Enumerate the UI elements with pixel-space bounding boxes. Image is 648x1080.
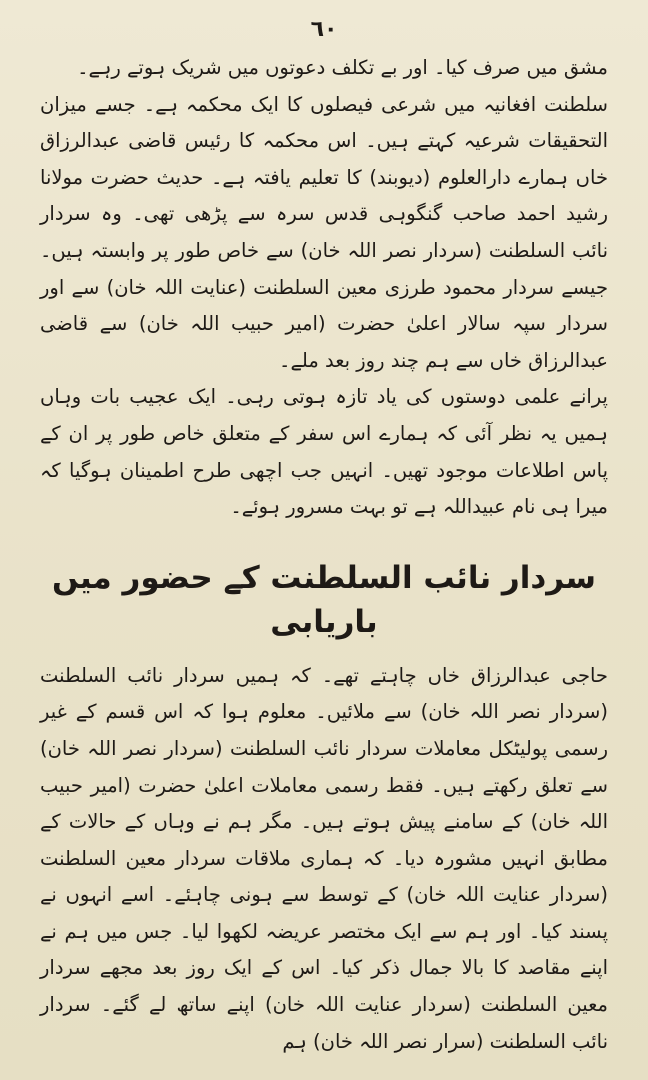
paragraph: حاجی عبدالرزاق خاں چاہتے تھے۔ کہ ہمیں سردار نائب السلطنت (سردار نصر اللہ خان) سے ملائیں۔ معلوم ہوا کہ اس قسم کے غیر رسمی پولیٹکل معاملات سردار نائب السلطنت (سردار نصر اللہ خان) سے تعلق رکھتے ہیں۔ فقط رسمی معاملات اعلیٰ حضرت (امیر حبیب اللہ خان) کے سامنے پیش ہوتے ہیں۔ مگر ہم نے وہاں کے حالات کے مطابق انہیں مشورہ دیا۔ کہ ہماری ملاقات سردار معین السلطنت (سردار عنایت اللہ خان) کے توسط سے ہونی چاہئے۔ اسے انہوں نے پسند کیا۔ اور ہم سے ایک مختصر عریضہ لکھوا لیا۔ جس میں ہم نے اپنے مقاصد کا بالا جمال ذکر کیا۔ اس کے ایک روز بعد مجھے سردار معین السلطنت (سردار عنایت اللہ خان) اپنے ساتھ لے گئے۔ سردار نائب السلطنت (سرار نصر اللہ خان) ہم [40,663,608,1053]
section-2-body [40,658,608,1061]
page-number: ٦٠ [310,17,338,42]
paragraph: سلطنت افغانیہ میں شرعی فیصلوں کا ایک محکمہ ہے۔ جسے میزان التحقیقات شرعیہ کہتے ہیں۔ اس محکمہ کا رئیس قاضی عبدالرزاق خاں ہمارے دارالعلوم (دیوبند) کا تعلیم یافتہ ہے۔ حدیث حضرت مولانا رشید احمد صاحب گنگوہی قدس سرہ سے پڑھی تھی۔ وہ سردار نائب السلطنت (سردار نصر اللہ خان) سے خاص طور پر وابستہ ہیں۔ جیسے سردار محمود طرزی معین السلطنت (عنایت اللہ خان) سے اور سردار سپہ سالار اعلیٰ حضرت (امیر حبیب اللہ خان) سے قاضی عبدالرزاق خاں سے ہم چند روز بعد ملے۔ [40,92,608,372]
section-1-body [40,50,608,526]
paragraph: پرانے علمی دوستوں کی یاد تازہ ہوتی رہی۔ ایک عجیب بات وہاں ہمیں یہ نظر آئی کہ ہمارے اس سفر کے متعلق خاص طور پر ان کے پاس اطلاعات موجود تھیں۔ انہیں جب اچھی طرح اطمینان ہوگیا کہ میرا ہی نام عبیداللہ ہے تو بہت مسرور ہوئے۔ [40,385,608,519]
paragraph: مشق میں صرف کیا۔ اور بے تکلف دعوتوں میں شریک ہوتے رہے۔ [77,56,608,79]
section-heading: سردار نائب السلطنت کے حضور میں باریابی [51,559,597,640]
